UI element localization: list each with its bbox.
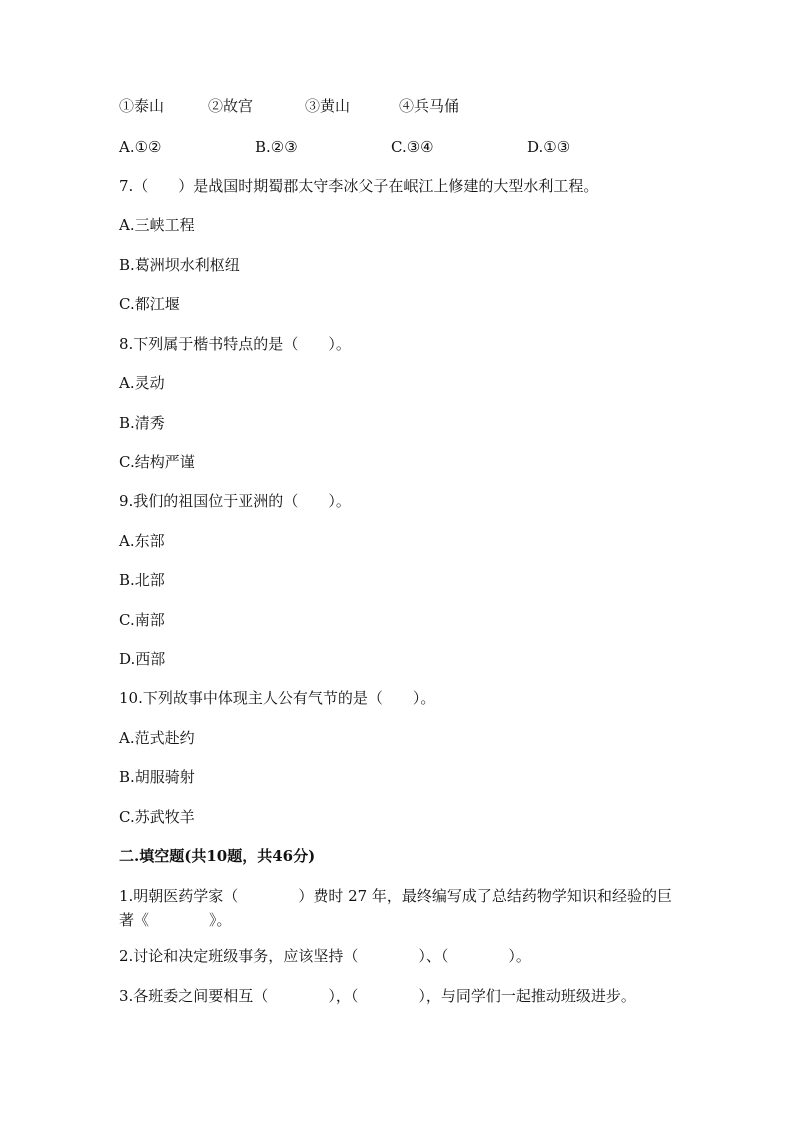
q6-option-c: C.③④ [391,138,434,156]
section-title-fill-in: 二.填空题(共10题，共46分) [119,847,316,865]
q9-option-a: A.东部 [119,532,165,550]
q9-option-d: D.西部 [119,650,166,668]
q6-item: ④兵马俑 [399,97,460,115]
q7-option-a: A.三峡工程 [119,216,195,234]
q7-option-b: B.葛洲坝水利枢纽 [119,256,240,274]
q10-option-b: B.胡服骑射 [119,768,195,786]
q6-option-b: B.②③ [255,138,298,156]
q8-option-b: B.清秀 [119,414,165,432]
q10-option-a: A.范式赴约 [119,729,195,747]
fill-question-2: 2.讨论和决定班级事务，应该坚持（ ）、（ ）。 [119,947,531,965]
q9-stem: 9.我们的祖国位于亚洲的（ ）。 [119,492,351,510]
q7-option-c: C.都江堰 [119,295,180,313]
q6-item: ③黄山 [305,97,351,115]
q6-option-d: D.①③ [527,138,571,156]
fill-question-3: 3.各班委之间要相互（ ），（ ），与同学们一起推动班级进步。 [119,987,636,1005]
q9-option-b: B.北部 [119,571,165,589]
q7-stem: 7.（ ）是战国时期蜀郡太守李冰父子在岷江上修建的大型水利工程。 [119,177,599,195]
q8-option-c: C.结构严谨 [119,453,195,471]
q9-option-c: C.南部 [119,611,165,629]
q8-option-a: A.灵动 [119,374,165,392]
q6-option-a: A.①② [119,138,162,156]
q6-item: ②故宫 [208,97,254,115]
q10-option-c: C.苏武牧羊 [119,808,195,826]
q10-stem: 10.下列故事中体现主人公有气节的是（ ）。 [119,689,436,707]
fill-question-1: 1.明朝医药学家（ ）费时 27 年，最终编写成了总结药物学知识和经验的巨著《 》。 [119,887,672,929]
q8-stem: 8.下列属于楷书特点的是（ ）。 [119,335,351,353]
q6-item: ①泰山 [119,97,165,115]
